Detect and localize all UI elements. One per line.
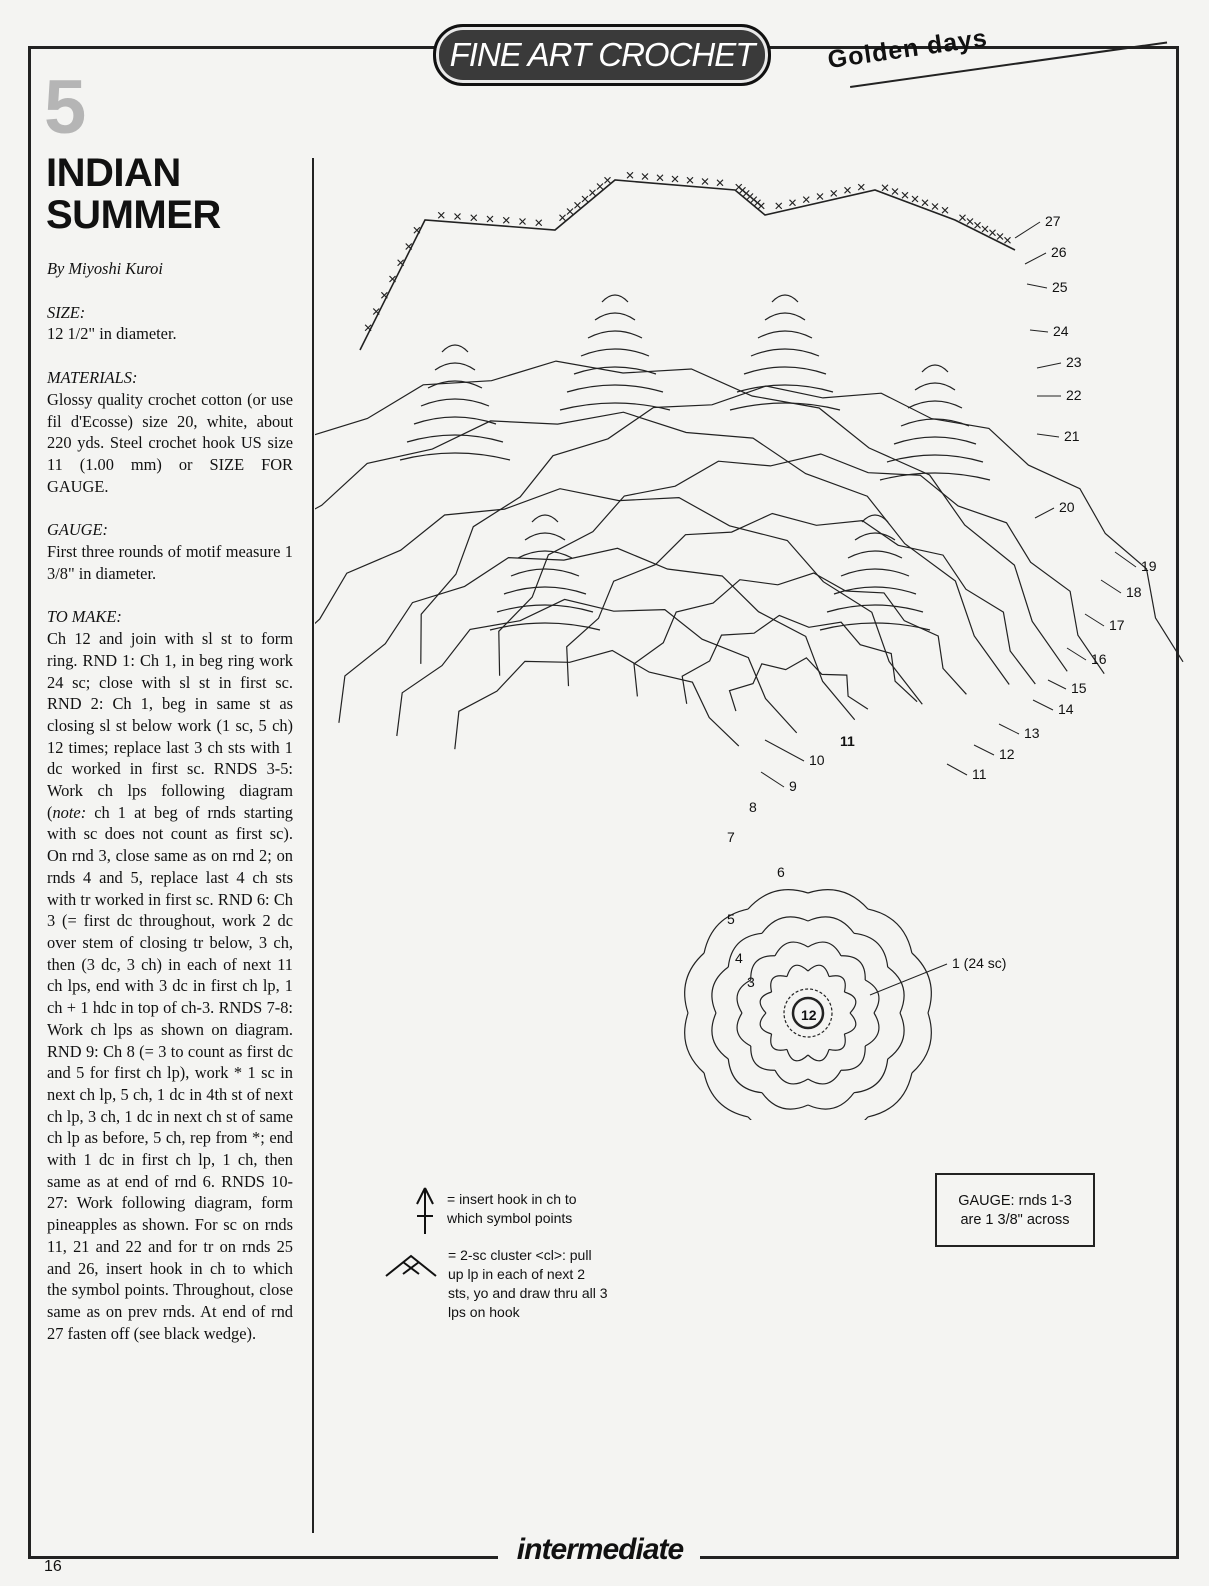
label-leader-line bbox=[1085, 614, 1104, 626]
materials-section bbox=[47, 367, 293, 497]
sc-stitch-cross bbox=[627, 172, 633, 178]
fan-chain-round bbox=[455, 651, 739, 750]
section-title: Golden days bbox=[825, 23, 990, 75]
round-label-19: 19 bbox=[1141, 558, 1157, 574]
pineapple-row bbox=[894, 437, 976, 444]
gauge-box-line-2: are 1 3/8" across bbox=[960, 1212, 1070, 1228]
inner-chain-loop bbox=[888, 1013, 904, 1059]
inner-chain-loop bbox=[868, 909, 912, 953]
inner-chain-loop bbox=[760, 992, 771, 1013]
page-number: 16 bbox=[44, 1558, 62, 1575]
gauge-label: GAUGE: bbox=[47, 520, 108, 540]
instructions-note: note: bbox=[52, 802, 87, 822]
sc-stitch-cross bbox=[687, 177, 693, 183]
pineapple-row bbox=[442, 345, 468, 352]
label-leader-line bbox=[1067, 648, 1086, 660]
sc-stitch-cross bbox=[758, 203, 764, 209]
sc-stitch-cross bbox=[967, 219, 973, 225]
instructions-part-2: ch 1 at beg of rnds starting with sc does not count as first sc). On rnd 3, close same as on rnd 2; on rnds 4 and 5, replace last 4 ch sts with tr worked in first sc. RND 6: Ch 3 (= first dc throughout, work 2 dc over stem of closing tr below, 3 ch, then (3 dc, 3 ch) in each of next 11 ch lps, end with 3 dc in first ch lp, 1 ch + 1 hdc in top of ch-3. RNDS 7-8: Work ch lps as shown on diagram. RND 9: Ch 8 (= 3 to count as first dc and 5 for first ch lp), work * 1 sc in next ch lp, 5 ch, 1 dc in 4th st of next ch lp, 3 ch, 1 dc in next ch st of same ch lp as before, 5 ch, rep from *; end with 1 dc in first ch lp, 1 ch, then same as at end of rnd 6. RNDS 10-27: Work following diagram, form pineapples as shown. For sc on rnds 11, 21 and 22 and for tr on rnds 25 and 26, insert hook in ch to which the symbol points. Throughout, close same as on prev rnds. At end of rnd 27 fasten off (see black wedge). bbox=[47, 802, 293, 1343]
pineapple-row bbox=[525, 533, 565, 540]
fan-chain-round bbox=[567, 514, 1036, 687]
inner-chain-loop bbox=[829, 1034, 845, 1050]
round-label-9: 9 bbox=[789, 778, 797, 794]
pineapple-row bbox=[758, 331, 812, 338]
round-label-11-right: 11 bbox=[972, 766, 987, 782]
inner-chain-loop bbox=[712, 967, 728, 1013]
pineapple-row bbox=[848, 551, 902, 558]
pineapple-row bbox=[908, 401, 962, 408]
frame-left-rule bbox=[28, 46, 31, 1556]
pineapple-row bbox=[744, 367, 826, 374]
inner-chain-loop bbox=[787, 1049, 808, 1060]
round-label-13: 13 bbox=[1024, 725, 1040, 741]
round-label-12: 12 bbox=[999, 746, 1015, 762]
sc-stitch-cross bbox=[942, 207, 948, 213]
sc-stitch-cross bbox=[503, 217, 509, 223]
inner-chain-loop bbox=[787, 965, 808, 976]
sc-stitch-cross bbox=[438, 212, 444, 218]
sc-stitch-cross bbox=[373, 309, 379, 315]
size-text: 12 1/2" in diameter. bbox=[47, 324, 177, 344]
instructions-part-1: Ch 12 and join with sl st to form ring. RND 1: Ch 1, in beg ring work 24 sc; close with sl st in first sc. RND 2: Ch 1, beg in same st as closing sl st below work (1 sc, 5 ch) 12 times; replace last 3 ch sts with 1 dc worked in first sc. RNDS 3-5: Work ch lps following diagram ( bbox=[47, 629, 293, 822]
gauge-text: First three rounds of motif measure 1 3/8" in diameter. bbox=[47, 542, 293, 583]
sc-stitch-cross bbox=[922, 200, 928, 206]
sc-stitch-cross bbox=[414, 227, 420, 233]
inner-chain-loop bbox=[771, 976, 787, 992]
inner-chain-loop bbox=[808, 890, 868, 909]
sc-stitch-cross bbox=[575, 202, 581, 208]
pineapple-row bbox=[574, 367, 656, 374]
legend-arrow-text: = insert hook in ch to which symbol points bbox=[447, 1191, 577, 1226]
sc-stitch-cross bbox=[471, 215, 477, 221]
pineapple-row bbox=[922, 365, 948, 372]
sc-stitch-cross bbox=[858, 184, 864, 190]
to-make-section bbox=[47, 606, 293, 1344]
pineapple-row bbox=[421, 399, 489, 406]
pineapple-row bbox=[827, 605, 923, 612]
round-label-24: 24 bbox=[1053, 323, 1069, 339]
sc-stitch-cross bbox=[1005, 237, 1011, 243]
sc-stitch-cross bbox=[567, 209, 573, 215]
round-label-15: 15 bbox=[1071, 680, 1087, 696]
sc-stitch-cross bbox=[975, 222, 981, 228]
label-leader-line bbox=[1015, 222, 1040, 238]
sc-stitch-cross bbox=[520, 219, 526, 225]
label-leader-line bbox=[1030, 330, 1048, 332]
label-leader-line bbox=[1048, 680, 1066, 689]
sc-stitch-cross bbox=[702, 179, 708, 185]
sc-stitch-cross bbox=[882, 185, 888, 191]
pineapple-row bbox=[581, 349, 649, 356]
inner-chain-loop bbox=[808, 1049, 829, 1060]
sc-stitch-cross bbox=[582, 196, 588, 202]
round-label-6: 6 bbox=[777, 864, 785, 880]
pineapple-row bbox=[532, 515, 558, 522]
inner-chain-loop bbox=[808, 917, 854, 933]
label-leader-line bbox=[1101, 580, 1121, 593]
inner-chain-loop bbox=[868, 1073, 912, 1117]
label-leader-line bbox=[1037, 434, 1059, 437]
column-divider bbox=[312, 158, 314, 1533]
sc-stitch-cross bbox=[803, 197, 809, 203]
round-label-22: 22 bbox=[1066, 387, 1082, 403]
inner-chain-loop bbox=[771, 1034, 787, 1050]
label-leader-line bbox=[947, 764, 967, 775]
round-label-21: 21 bbox=[1064, 428, 1080, 444]
center-ring-label: 12 bbox=[801, 1007, 817, 1023]
round-label-4: 4 bbox=[735, 950, 743, 966]
fan-chain-round bbox=[315, 412, 1009, 687]
label-leader-line bbox=[974, 745, 994, 755]
pineapple-row bbox=[772, 295, 798, 302]
sc-stitch-cross bbox=[790, 200, 796, 206]
inner-chain-loop bbox=[748, 890, 808, 909]
inner-chain-loop bbox=[748, 1117, 808, 1120]
pineapple-row bbox=[518, 551, 572, 558]
sc-stitch-cross bbox=[455, 214, 461, 220]
sc-stitch-cross bbox=[845, 187, 851, 193]
sc-stitch-cross bbox=[831, 190, 837, 196]
inner-chain-loop bbox=[841, 1046, 865, 1070]
label-leader-line bbox=[1037, 363, 1061, 368]
cluster-symbol-icon bbox=[384, 1252, 438, 1278]
inner-chain-loop bbox=[775, 942, 808, 956]
fan-chain-round bbox=[634, 573, 966, 696]
pineapple-row bbox=[730, 403, 840, 410]
label-leader-line bbox=[1033, 700, 1053, 710]
frame-bottom-rule-left bbox=[28, 1556, 498, 1559]
inner-chain-loop bbox=[737, 1013, 751, 1046]
pineapple-row bbox=[602, 295, 628, 302]
pineapple-row bbox=[435, 363, 475, 370]
sc-stitch-cross bbox=[560, 215, 566, 221]
pattern-title: INDIAN SUMMER bbox=[46, 151, 221, 237]
pineapple-row bbox=[504, 587, 586, 594]
sc-stitch-cross bbox=[776, 203, 782, 209]
inner-chain-loop bbox=[844, 1013, 855, 1034]
inner-chain-loop bbox=[865, 1013, 879, 1046]
inner-chain-loop bbox=[704, 1073, 748, 1117]
pineapple-row bbox=[841, 569, 909, 576]
pineapple-row bbox=[400, 453, 510, 460]
inner-chain-loop bbox=[685, 953, 704, 1013]
inner-chain-loop bbox=[808, 965, 829, 976]
sc-stitch-cross bbox=[912, 196, 918, 202]
inner-chain-loop bbox=[728, 933, 762, 967]
materials-text: Glossy quality crochet cotton (or use fil d'Ecosse) size 20, white, about 220 yds. Steel crochet hook US size 11 (1.00 mm) or SIZE FOR GAUGE. bbox=[47, 389, 293, 496]
inner-chain-loop bbox=[762, 917, 808, 933]
inner-chain-loop bbox=[854, 933, 888, 967]
inner-chain-loop bbox=[808, 942, 841, 956]
sc-stitch-cross bbox=[892, 189, 898, 195]
inner-chain-loop bbox=[888, 967, 904, 1013]
label-leader-line bbox=[1025, 253, 1046, 264]
inner-chain-loop bbox=[728, 1059, 762, 1093]
pineapple-row bbox=[915, 383, 955, 390]
sc-stitch-cross bbox=[590, 190, 596, 196]
inner-chain-loop bbox=[760, 1013, 771, 1034]
sc-stitch-cross bbox=[597, 184, 603, 190]
pineapple-row bbox=[560, 403, 670, 410]
inner-chain-loop bbox=[808, 1070, 841, 1084]
inner-chain-loop bbox=[751, 1046, 775, 1070]
label-leader-line bbox=[1115, 552, 1136, 567]
sc-stitch-cross bbox=[487, 216, 493, 222]
instructions-column bbox=[47, 258, 293, 1344]
skill-level-badge: intermediate bbox=[516, 1533, 684, 1566]
round-label-16: 16 bbox=[1091, 651, 1107, 667]
pineapple-row bbox=[511, 569, 579, 576]
sc-stitch-cross bbox=[390, 276, 396, 282]
pineapple-row bbox=[751, 349, 819, 356]
sc-stitch-cross bbox=[817, 194, 823, 200]
legend-cluster-text: = 2-sc cluster <cl>: pull up lp in each of next 2 sts, yo and draw thru all 3 lps on hook bbox=[448, 1247, 608, 1320]
round-label-26: 26 bbox=[1051, 244, 1067, 260]
size-section bbox=[47, 302, 293, 345]
sc-stitch-cross bbox=[536, 220, 542, 226]
round-label-27: 27 bbox=[1045, 213, 1061, 229]
sc-stitch-cross bbox=[365, 325, 371, 331]
gauge-section bbox=[47, 519, 293, 584]
gauge-box bbox=[935, 1173, 1095, 1247]
crochet-diagram bbox=[315, 160, 1185, 1120]
gauge-box-line-1: GAUGE: rnds 1-3 bbox=[958, 1193, 1072, 1209]
pineapple-row bbox=[414, 417, 496, 424]
frame-bottom-rule-right bbox=[700, 1556, 1179, 1559]
round-label-14: 14 bbox=[1058, 701, 1074, 717]
round-label-25: 25 bbox=[1052, 279, 1068, 295]
label-leader-line bbox=[1027, 284, 1047, 288]
sc-stitch-cross bbox=[672, 176, 678, 182]
fan-chain-round bbox=[315, 361, 1067, 674]
label-leader-line bbox=[1035, 508, 1054, 518]
inner-chain-loop bbox=[808, 1093, 854, 1109]
label-leader-line bbox=[870, 964, 947, 995]
inner-chain-loop bbox=[912, 1013, 931, 1073]
arrow-down-icon bbox=[412, 1186, 438, 1236]
pineapple-row bbox=[820, 623, 930, 630]
inner-chain-loop bbox=[865, 980, 879, 1013]
label-leader-line bbox=[761, 772, 784, 787]
pattern-number: 5 bbox=[44, 65, 87, 150]
pineapple-row bbox=[862, 515, 888, 522]
label-leader-line bbox=[765, 740, 804, 761]
round-label-18: 18 bbox=[1126, 584, 1142, 600]
round-label-11-center: 11 bbox=[840, 733, 855, 749]
magazine-banner: FINE ART CROCHET bbox=[433, 24, 771, 86]
round-label-23: 23 bbox=[1066, 354, 1082, 370]
fan-chain-round bbox=[339, 548, 855, 723]
inner-chain-loop bbox=[854, 1059, 888, 1093]
fan-chain-round bbox=[682, 615, 917, 703]
sc-stitch-cross bbox=[642, 174, 648, 180]
inner-chain-loop bbox=[841, 956, 865, 980]
sc-stitch-cross bbox=[990, 230, 996, 236]
pineapple-row bbox=[595, 313, 635, 320]
sc-stitch-cross bbox=[902, 192, 908, 198]
sc-stitch-cross bbox=[717, 180, 723, 186]
pineapple-row bbox=[567, 385, 663, 392]
round-label-8: 8 bbox=[749, 799, 757, 815]
round-label-3: 3 bbox=[747, 974, 755, 990]
sc-stitch-cross bbox=[997, 234, 1003, 240]
materials-label: MATERIALS: bbox=[47, 368, 138, 388]
sc-stitch-cross bbox=[605, 177, 611, 183]
pineapple-row bbox=[765, 313, 805, 320]
inner-chain-loop bbox=[912, 953, 931, 1013]
inner-chain-loop bbox=[844, 992, 855, 1013]
pineapple-row bbox=[887, 455, 983, 462]
sc-stitch-cross bbox=[932, 204, 938, 210]
sc-stitch-cross bbox=[982, 226, 988, 232]
fan-chain-round bbox=[730, 658, 868, 711]
label-leader-line bbox=[999, 724, 1019, 734]
inner-chain-loop bbox=[762, 1093, 808, 1109]
round-label-17: 17 bbox=[1109, 617, 1125, 633]
outer-edge bbox=[360, 180, 1015, 350]
round-label-5: 5 bbox=[727, 911, 735, 927]
pineapple-row bbox=[588, 331, 642, 338]
to-make-label: TO MAKE: bbox=[47, 607, 122, 627]
sc-stitch-cross bbox=[381, 292, 387, 298]
round-label-10: 10 bbox=[809, 752, 825, 768]
inner-chain-loop bbox=[808, 1117, 868, 1120]
to-make-text bbox=[47, 628, 293, 1344]
size-label: SIZE: bbox=[47, 302, 86, 322]
round-label-20: 20 bbox=[1059, 499, 1075, 515]
inner-chain-loop bbox=[685, 1013, 704, 1073]
inner-chain-loop bbox=[775, 1070, 808, 1084]
author-credit: By Miyoshi Kuroi bbox=[47, 259, 163, 278]
inner-chain-loop bbox=[712, 1013, 728, 1059]
sc-stitch-cross bbox=[406, 244, 412, 250]
round-label-1: 1 (24 sc) bbox=[952, 955, 1007, 971]
inner-chain-loop bbox=[829, 976, 845, 992]
sc-stitch-cross bbox=[657, 175, 663, 181]
round-label-7: 7 bbox=[727, 829, 735, 845]
sc-stitch-cross bbox=[960, 215, 966, 221]
pineapple-row bbox=[901, 419, 969, 426]
sc-stitch-cross bbox=[398, 260, 404, 266]
